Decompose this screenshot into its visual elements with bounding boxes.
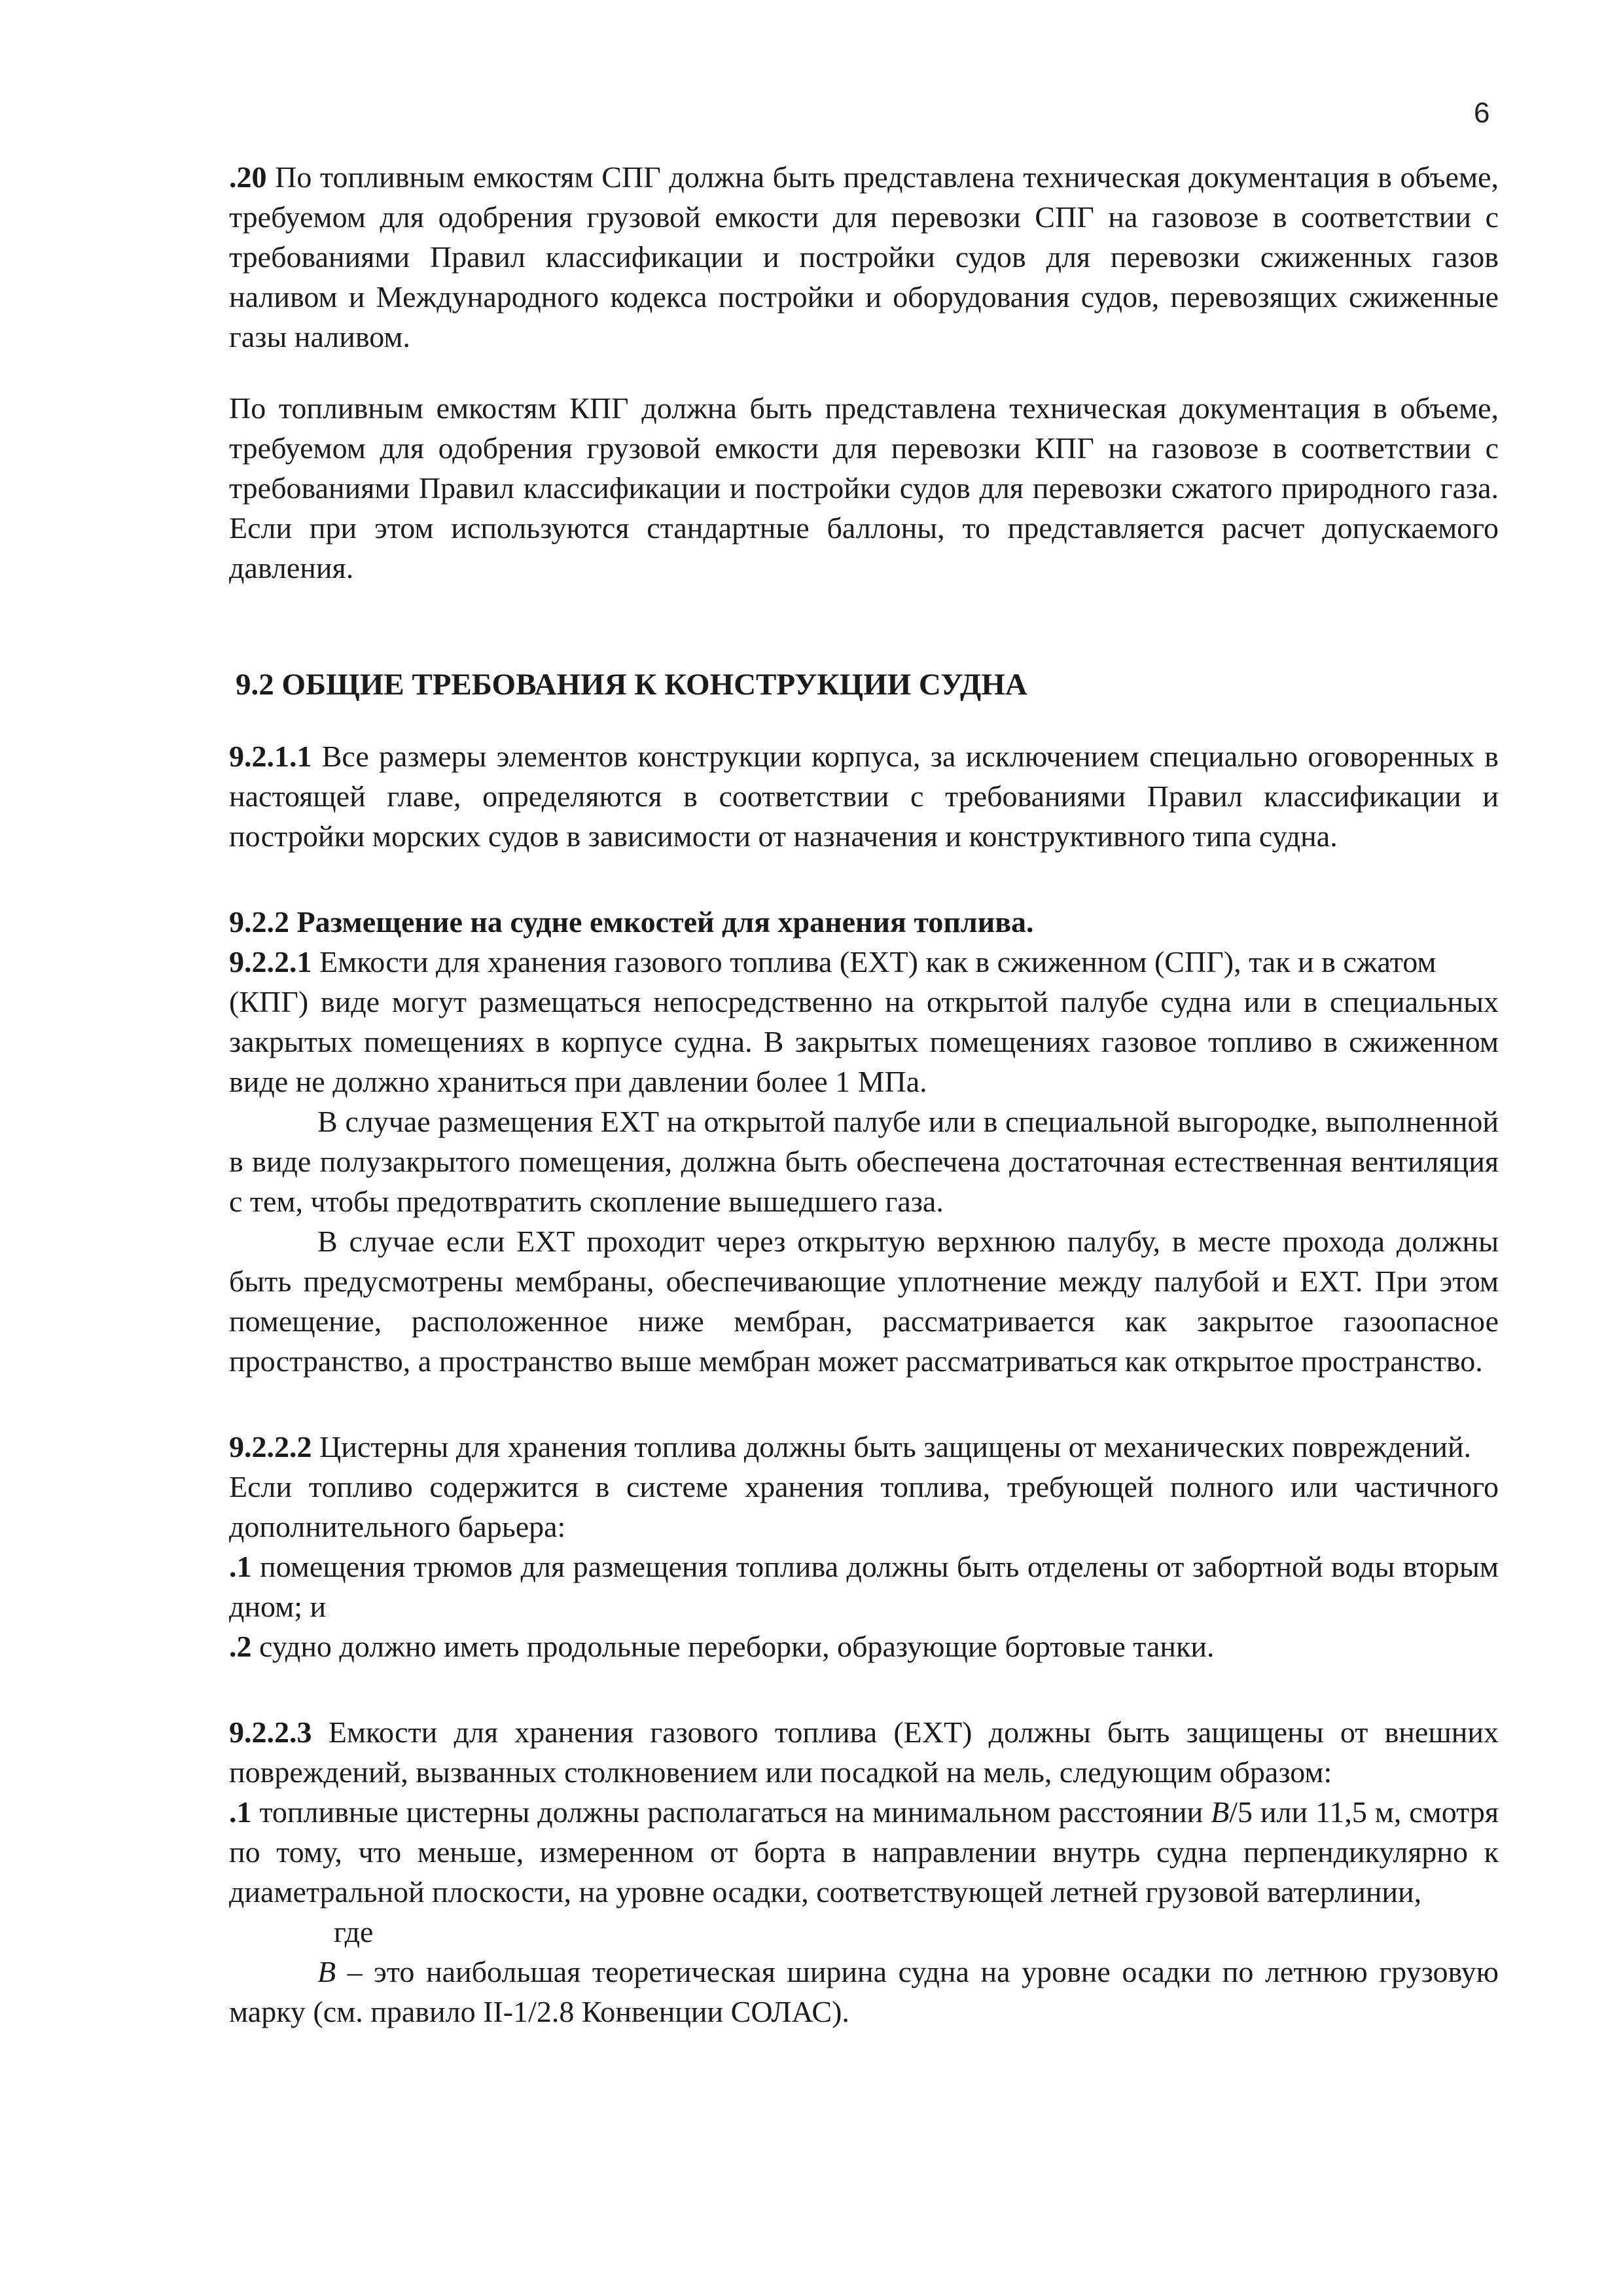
paragraph-9-2-2-2 — [229, 1427, 1499, 1467]
paragraph-kpg: По топливным емкостям КПГ должна быть представлена техническая документация в объеме, требуемом для одобрения грузовой емкости для перевозки КПГ на газовозе в соответствии с требованиями Правил классификации и постройки судов для перевозки сжатого природного газа. Если при этом используются стандартные баллоны, то представляется расчет допускаемого давления. — [229, 391, 1499, 584]
subsection-title-9-2-2: 9.2.2 Размещение на судне емкостей для хранения топлива. — [229, 905, 1034, 939]
paragraph-9-2-2-1 — [229, 942, 1499, 982]
definition-text: – это наибольшая теоретическая ширина судна на уровне осадки по летнюю грузовую марку (см. правило II-1/2.8 Конвенции СОЛАС). — [229, 1955, 1499, 2028]
paragraph-number: 9.2.2.3 — [229, 1715, 312, 1749]
list-item-text: судно должно иметь продольные переборки, образующие бортовые танки. — [251, 1630, 1215, 1663]
paragraph-number: 9.2.2.2 — [229, 1430, 312, 1463]
paragraph-9-2-2-3 — [229, 1712, 1499, 1792]
paragraph-text: Емкости для хранения газового топлива (ЕХТ) должны быть защищены от внешних повреждений, вызванных столкновением или посадкой на мель, следующим образом: — [229, 1715, 1499, 1789]
paragraph-number: .20 — [229, 160, 267, 194]
list-item-number: .2 — [229, 1630, 252, 1663]
document-body — [229, 157, 1499, 2032]
paragraph-text: Емкости для хранения газового топлива (ЕХТ) как в сжиженном (СПГ), так и в сжатом — [312, 945, 1436, 978]
paragraph-9-2-2-1-cont: (КПГ) виде могут размещаться непосредственно на открытой палубе судна или в специальных закрытых помещениях в корпусе судна. В закрытых помещениях газовое топливо в сжиженном виде не должно храниться при давлении более 1 МПа. — [229, 985, 1499, 1098]
paragraph-number: 9.2.1.1 — [229, 740, 312, 773]
section-heading-9-2: 9.2 ОБЩИЕ ТРЕБОВАНИЯ К КОНСТРУКЦИИ СУДНА — [236, 668, 1027, 702]
list-item-text: топливные цистерны должны располагаться на минимальном расстоянии — [251, 1795, 1211, 1829]
paragraph-deck-passage: В случае если ЕХТ проходит через открытую верхнюю палубу, в месте прохода должны быть предусмотрены мембраны, обеспечивающие уплотнение между палубой и ЕХТ. При этом помещение, расположенное ниже мембран, рассматривается как закрытое газоопасное пространство, а пространство выше мембран может рассматриваться как открытое пространство. — [229, 1225, 1499, 1378]
paragraph-text: По топливным емкостям СПГ должна быть представлена техническая документация в объеме, требуемом для одобрения грузовой емкости для перевозки СПГ на газовозе в соответствии с требованиями Правил классификации и постройки судов для перевозки сжиженных газов наливом и Международного кодекса постройки и оборудования судов, перевозящих сжиженные газы наливом. — [229, 160, 1499, 353]
paragraph-b-definition — [229, 1952, 1499, 2032]
paragraph-open-deck: В случае размещения ЕХТ на открытой палубе или в специальной выгородке, выполненной в виде полузакрытого помещения, должна быть обеспечена достаточная естественная вентиляция с тем, чтобы предотвратить скопление вышедшего газа. — [229, 1105, 1499, 1218]
list-item-number: .1 — [229, 1550, 252, 1583]
paragraph-9-2-1-1 — [229, 736, 1499, 856]
variable-b: B — [317, 1955, 336, 1988]
list-item-distance — [229, 1792, 1499, 1912]
list-item-1 — [229, 1547, 1499, 1626]
list-item-number: .1 — [229, 1795, 252, 1829]
list-item-text: помещения трюмов для размещения топлива должны быть отделены от забортной воды вторым дном; и — [229, 1550, 1499, 1623]
page-number: 6 — [1474, 97, 1490, 129]
variable-b: B — [1211, 1795, 1230, 1829]
paragraph-barrier-condition: Если топливо содержится в системе хранения топлива, требующей полного или частичного дополнительного барьера: — [229, 1470, 1499, 1543]
list-item-text-cont: /5 или 11,5 м, смотря по тому, что меньше, измеренном от борта в направлении внутрь судна перпендикулярно к диаметральной плоскости, на уровне осадки, соответствующей летней грузовой ватерлинии, — [229, 1795, 1499, 1909]
paragraph-text: Цистерны для хранения топлива должны быть защищены от механических повреждений. — [312, 1430, 1472, 1463]
list-item-2 — [229, 1626, 1499, 1666]
paragraph-20 — [229, 157, 1499, 357]
paragraph-number: 9.2.2.1 — [229, 945, 312, 978]
where-label: где — [334, 1915, 374, 1948]
paragraph-text: Все размеры элементов конструкции корпуса, за исключением специально оговоренных в настоящей главе, определяются в соответствии с требованиями Правил классификации и постройки морских судов в зависимости от назначения и конструктивного типа судна. — [229, 740, 1499, 853]
